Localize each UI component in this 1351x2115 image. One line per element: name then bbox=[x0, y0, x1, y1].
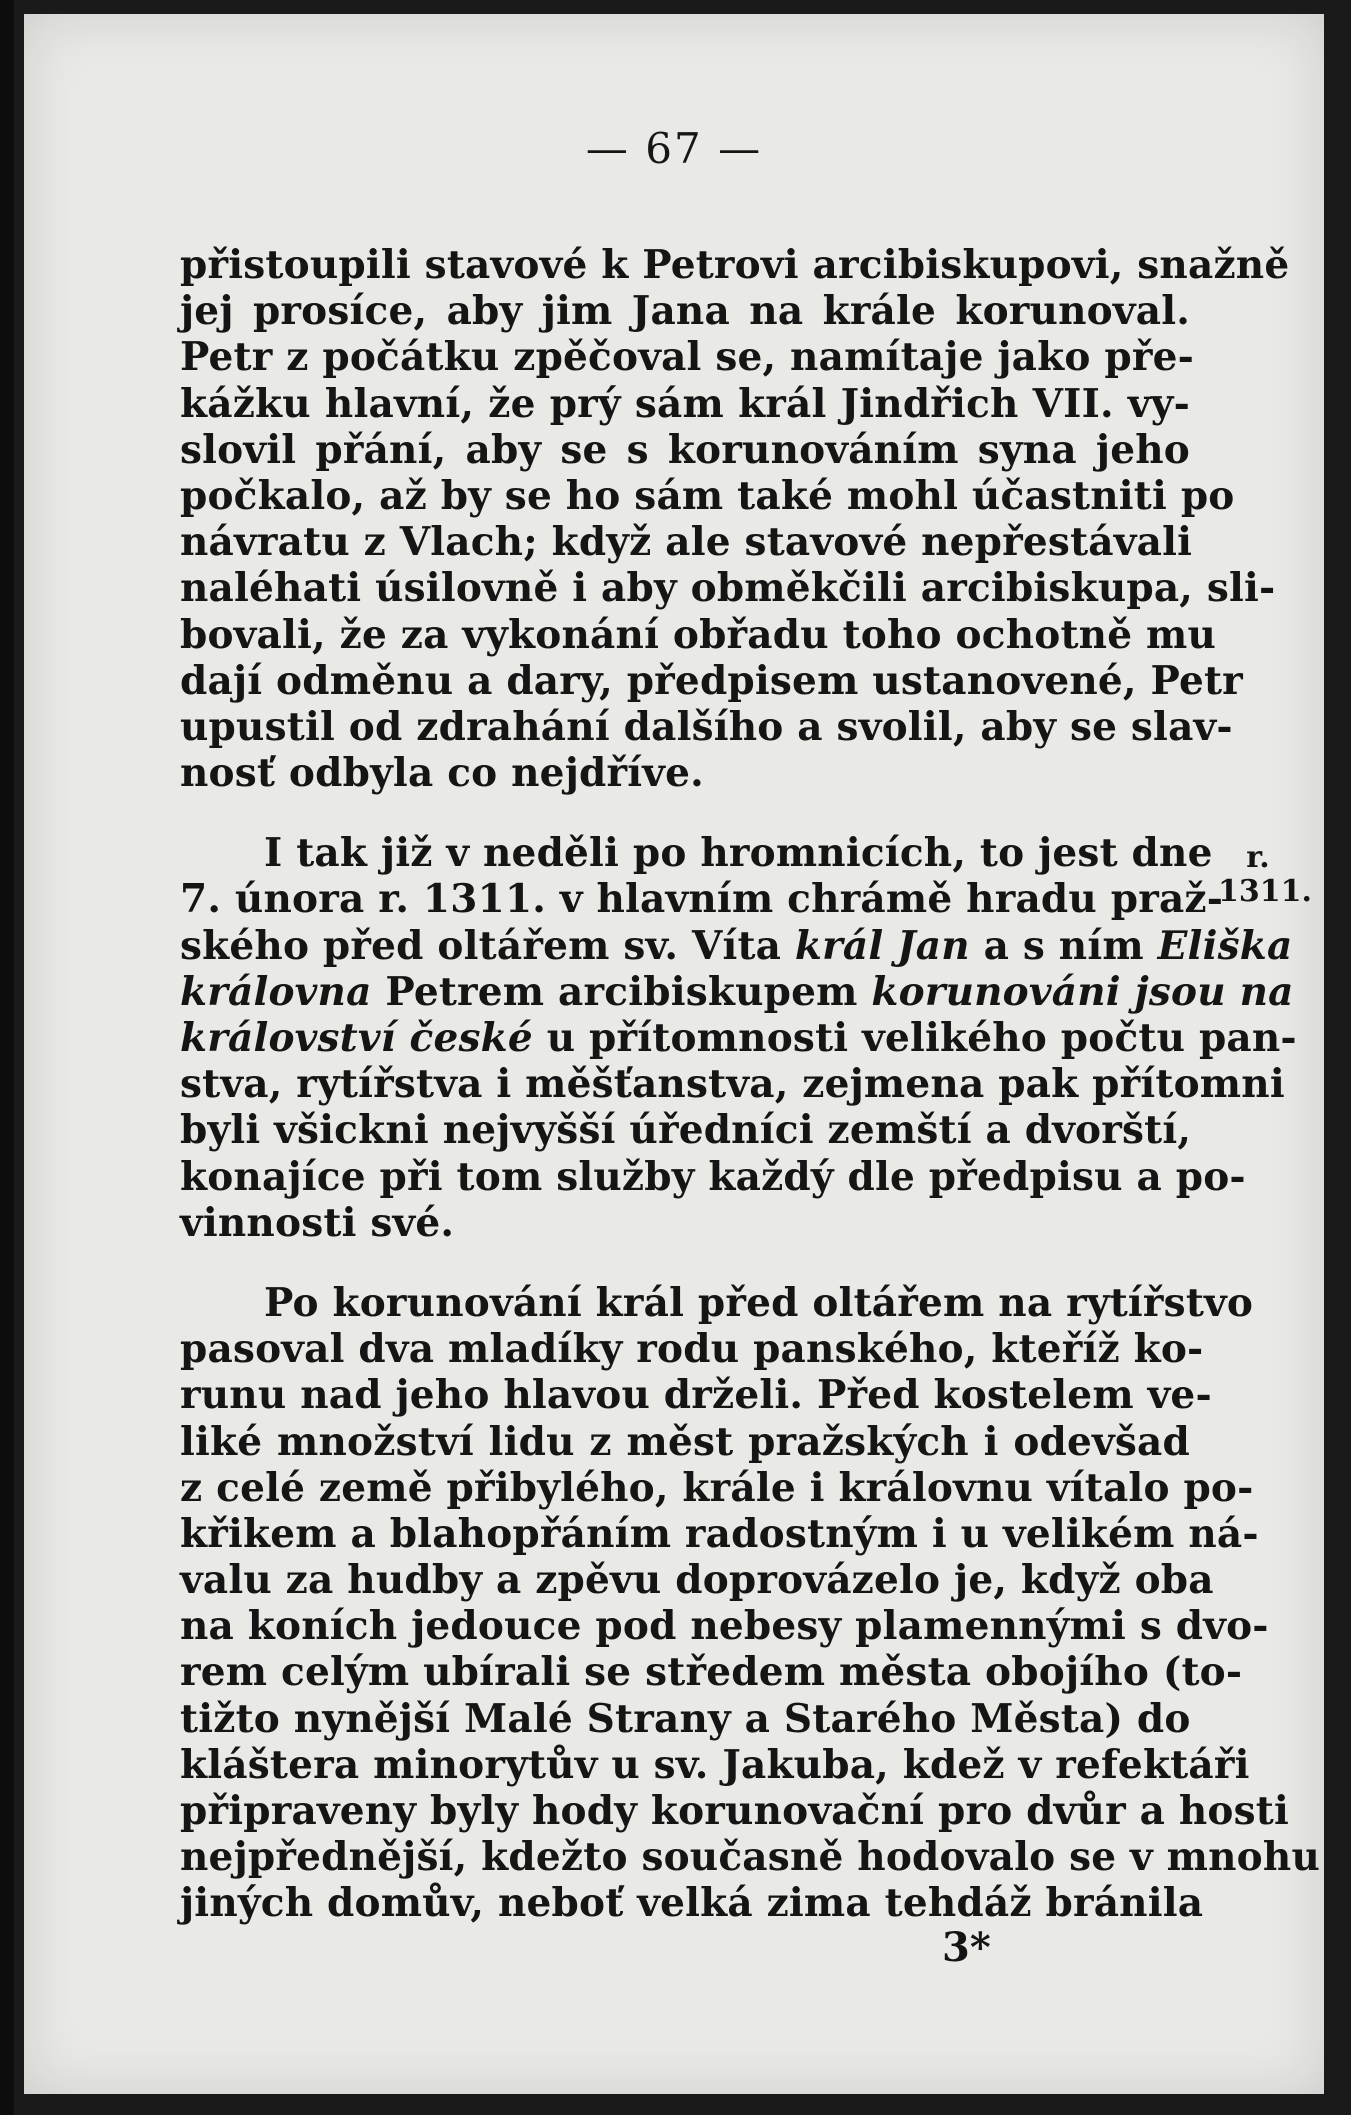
italic-run: Eliška bbox=[1157, 922, 1293, 969]
text-line: na koních jedouce pod nebesy plamennými s dvo- bbox=[180, 1603, 1269, 1650]
text-line: Petr z počátku zpěčoval se, namítaje jako pře- bbox=[180, 334, 1194, 381]
text-line: konajíce při tom služby každý dle předpisu a po- bbox=[180, 1153, 1246, 1200]
text-line: jej prosíce, aby jim Jana na krále korunoval. bbox=[180, 288, 1190, 335]
margin-note-year: 1311. bbox=[1218, 874, 1312, 909]
body-text bbox=[180, 242, 1320, 1927]
text-line: návratu z Vlach; když ale stavové nepřestávali bbox=[180, 519, 1193, 566]
text-line: nosť odbyla co nejdříve. bbox=[180, 750, 704, 797]
text-line: naléhati úsilovně i aby obměkčili arcibiskupa, sli- bbox=[180, 565, 1276, 612]
text-line: runu nad jeho hlavou drželi. Před kostelem ve- bbox=[180, 1372, 1212, 1419]
text-line: liké množství lidu z měst pražských i odevšad bbox=[180, 1418, 1190, 1465]
text-line: rem celým ubírali se středem města obojího (to- bbox=[180, 1649, 1243, 1696]
paragraph-2 bbox=[180, 830, 1297, 1246]
text-line-mixed bbox=[180, 922, 1293, 969]
text-line: 7. února r. 1311. v hlavním chrámě hradu praž- bbox=[180, 876, 1224, 923]
page-number: — 67 — bbox=[585, 124, 763, 173]
text-run: a s ním bbox=[983, 922, 1144, 969]
italic-run: král Jan bbox=[794, 922, 970, 969]
text-line: Po korunování král před oltářem na rytířstvo bbox=[264, 1279, 1254, 1326]
text-line: upustil od zdrahání dalšího a svolil, aby se slav- bbox=[180, 703, 1233, 750]
text-line: křikem a blahopřáním radostným i u velikém ná- bbox=[180, 1510, 1259, 1557]
text-run: u přítomnosti velikého počtu pan- bbox=[546, 1015, 1297, 1061]
text-line: slovil přání, aby se s korunováním syna jeho bbox=[180, 426, 1190, 473]
margin-note-prefix: r. bbox=[1246, 840, 1270, 875]
text-line: stva, rytířstva i měšťanstva, zejmena pak přítomni bbox=[180, 1061, 1285, 1108]
text-line: přistoupili stavové k Petrovi arcibiskupovi, snažně bbox=[180, 242, 1290, 288]
book-spine-edge bbox=[0, 0, 14, 2115]
text-run: Petrem arcibiskupem bbox=[385, 968, 858, 1015]
text-line: pasoval dva mladíky rodu panského, kteříž ko- bbox=[180, 1326, 1204, 1373]
book-page bbox=[24, 14, 1324, 2094]
text-line-mixed bbox=[180, 968, 1294, 1015]
paragraph-1 bbox=[180, 242, 1290, 797]
signature-mark: 3* bbox=[942, 1924, 991, 1971]
text-line: valu za hudby a zpěvu doprovázelo je, když oba bbox=[180, 1557, 1214, 1604]
text-line: I tak již v neděli po hromnicích, to jest dne bbox=[264, 830, 1213, 877]
text-line: tižto nynější Malé Strany a Starého Města) do bbox=[180, 1695, 1191, 1742]
text-line: vinnosti své. bbox=[180, 1199, 455, 1246]
text-line: byli všickni nejvyšší úředníci zemští a dvorští, bbox=[180, 1107, 1192, 1154]
text-line: dají odměnu a dary, předpisem ustanovené, Petr bbox=[180, 657, 1243, 704]
paragraph-3 bbox=[180, 1279, 1320, 1927]
italic-run: království české bbox=[180, 1015, 533, 1061]
text-line: připraveny byly hody korunovační pro dvůr a hosti bbox=[180, 1788, 1289, 1834]
text-line: bovali, že za vykonání obřadu toho ochotně mu bbox=[180, 611, 1217, 658]
text-line: nejpřednější, kdežto současně hodovalo se v mnohu bbox=[180, 1834, 1320, 1881]
text-line: kláštera minorytův u sv. Jakuba, kdež v refektáři bbox=[180, 1741, 1250, 1788]
italic-run: královna bbox=[180, 968, 372, 1015]
text-line: počkalo, až by se ho sám také mohl účastniti po bbox=[180, 472, 1235, 519]
text-line: z celé země přibylého, krále i královnu vítalo po- bbox=[180, 1464, 1254, 1511]
text-line-mixed bbox=[180, 1015, 1297, 1061]
text-run: ského před oltářem sv. Víta bbox=[180, 922, 782, 969]
text-line: kážku hlavní, že prý sám král Jindřich VII. vy- bbox=[180, 380, 1190, 427]
text-line: jiných domův, neboť velká zima tehdáž bránila bbox=[180, 1880, 1204, 1927]
italic-run: korunováni jsou na bbox=[871, 968, 1294, 1015]
